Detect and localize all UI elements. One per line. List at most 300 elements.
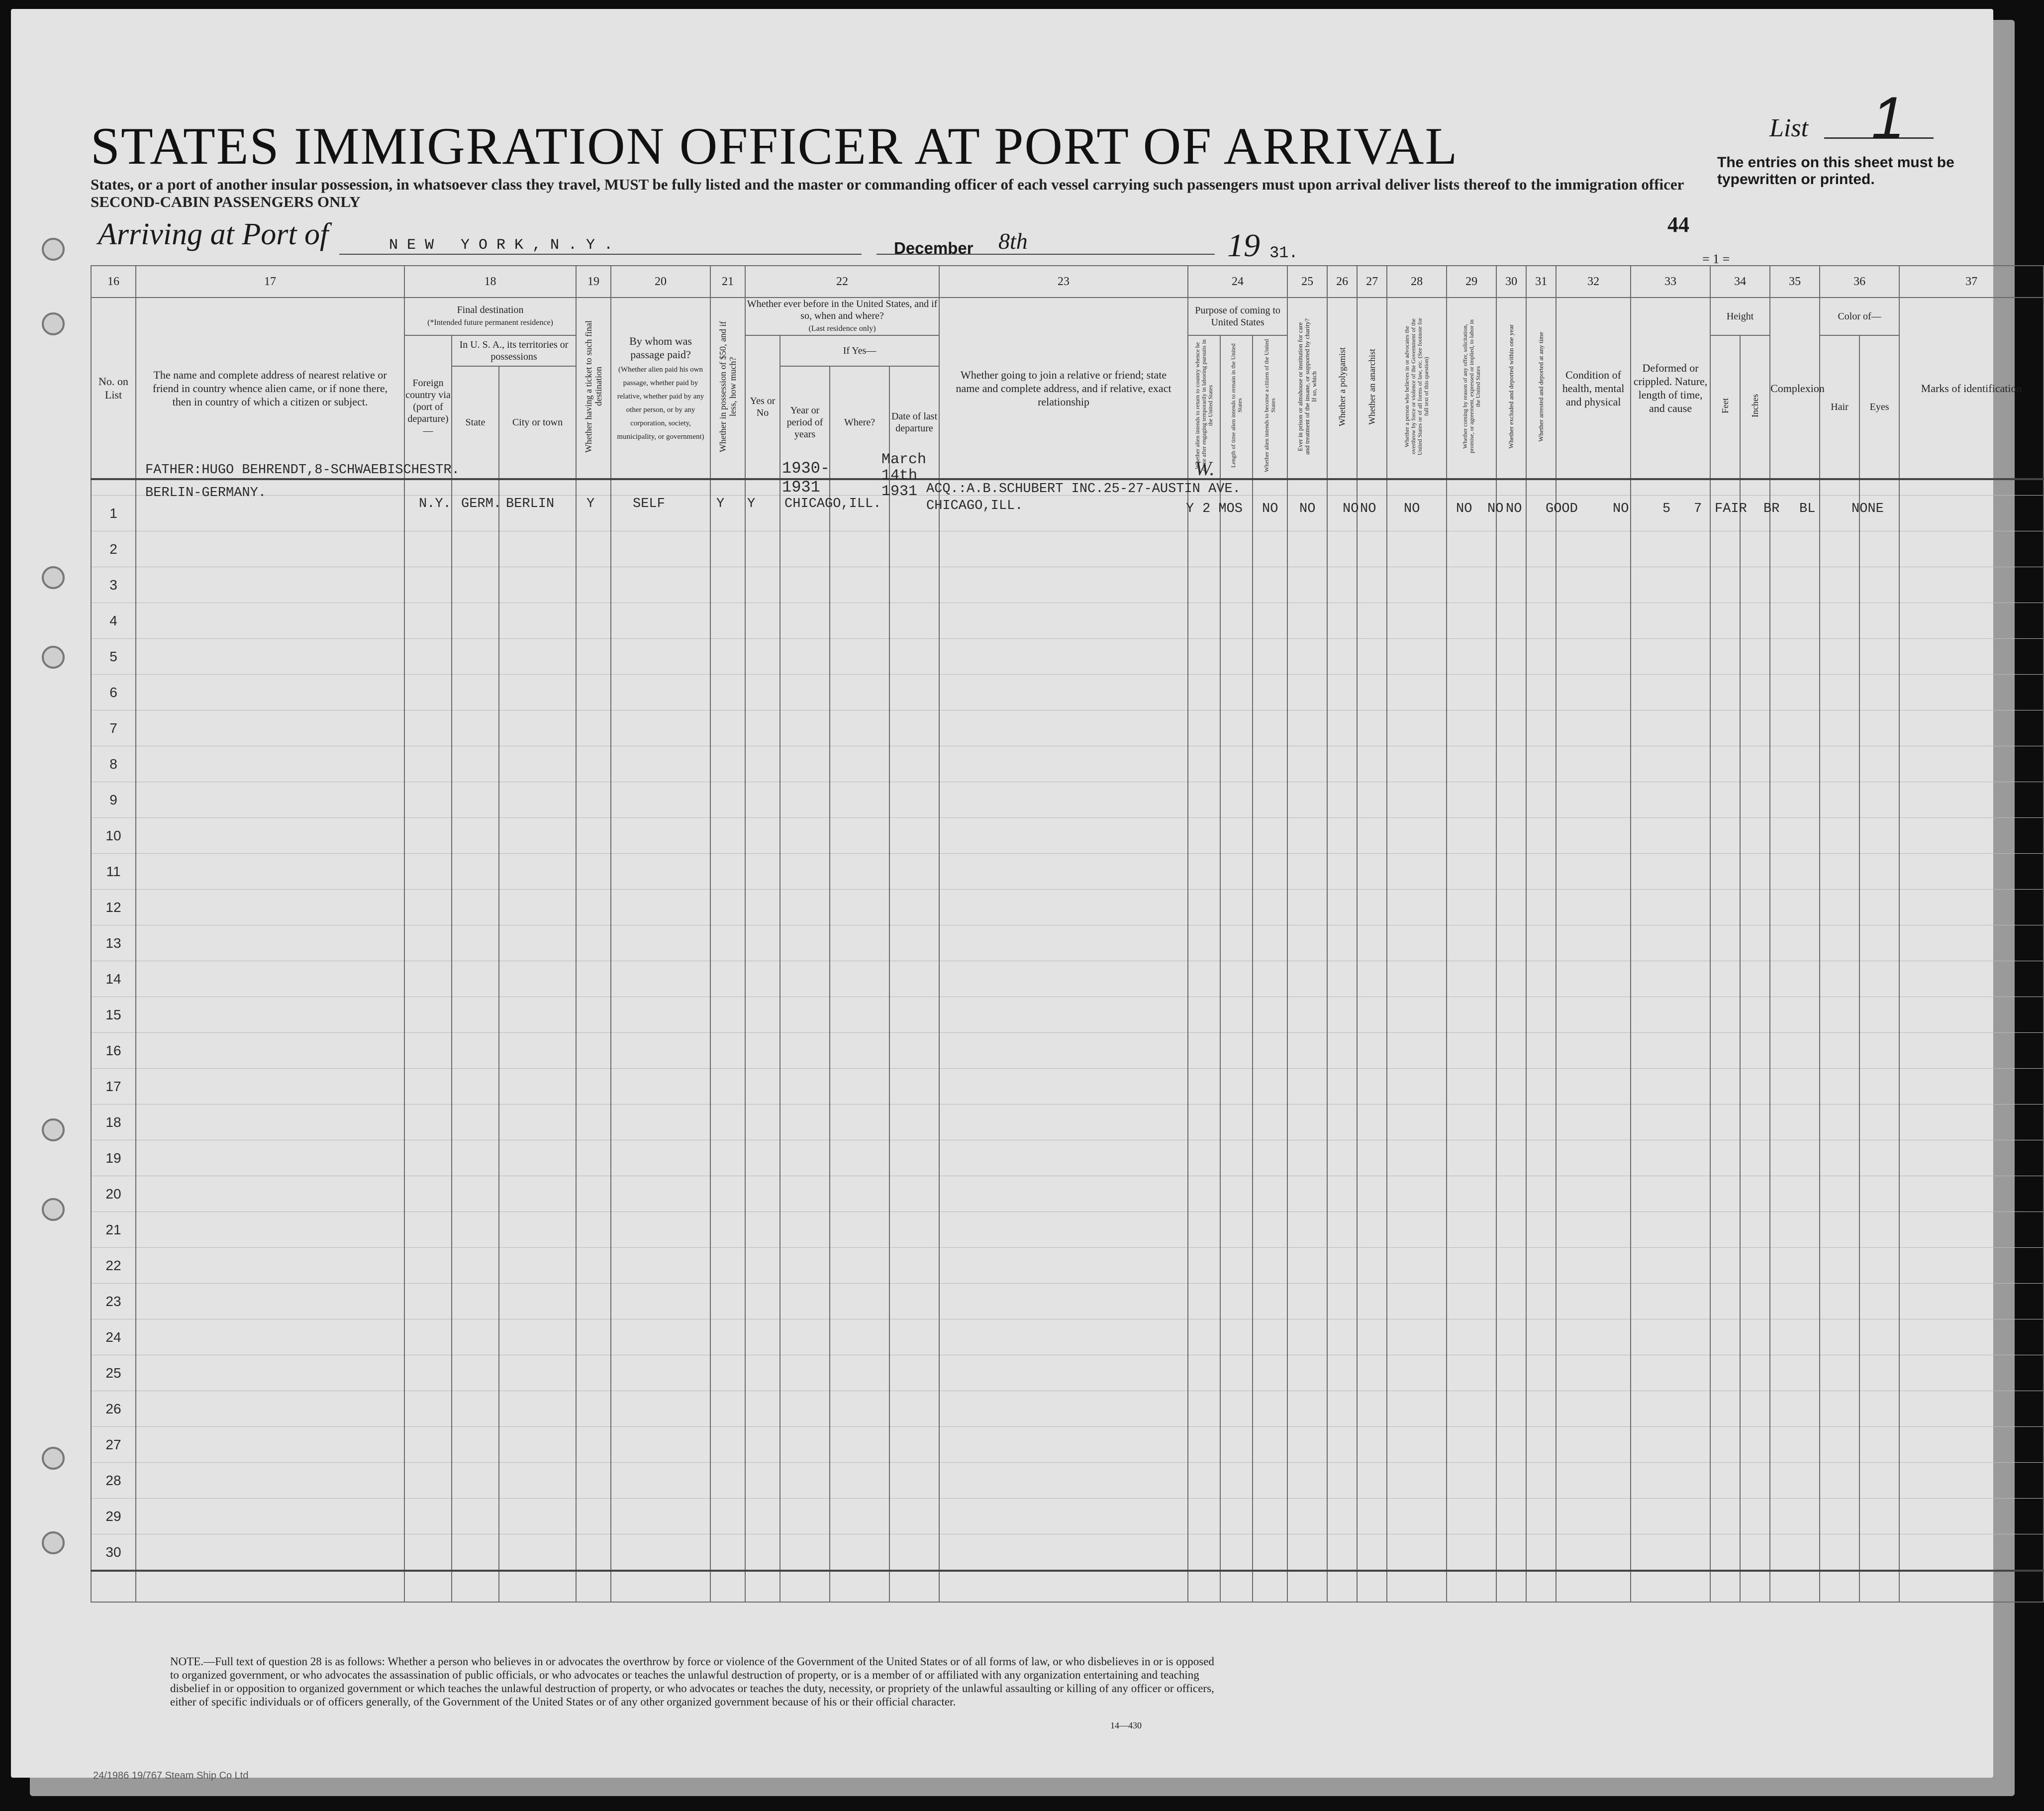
table-cell [939, 997, 1188, 1033]
table-cell [611, 531, 710, 567]
table-cell [780, 1176, 830, 1212]
table-cell [1220, 1319, 1253, 1355]
month-value: December [894, 239, 973, 257]
table-cell [1447, 925, 1496, 961]
table-cell [1387, 746, 1447, 782]
table-cell [1740, 1427, 1770, 1463]
table-cell [710, 567, 745, 603]
table-cell [452, 925, 499, 961]
table-cell [404, 1319, 452, 1355]
table-cell [1556, 1499, 1631, 1534]
table-cell [1287, 1033, 1327, 1069]
table-cell [1899, 1463, 2044, 1499]
table-cell [1188, 1284, 1220, 1319]
table-cell [780, 1105, 830, 1140]
table-cell [939, 567, 1188, 603]
table-cell [939, 925, 1188, 961]
table-cell [1496, 1105, 1526, 1140]
table-cell [780, 710, 830, 746]
table-cell [1327, 567, 1357, 603]
table-cell [1287, 1176, 1327, 1212]
header-passage-paid: By whom was passage paid? (Whether alien paid his own passage, whether paid by relative, whether paid by any other person, or by any corporation, society, municipality, or government) [611, 298, 710, 479]
table-row [91, 1105, 2044, 1140]
table-cell [1447, 1499, 1496, 1534]
table-cell [1253, 961, 1287, 997]
table-cell [576, 1427, 611, 1463]
table-cell [1496, 639, 1526, 675]
table-cell [1859, 746, 1899, 782]
table-cell [745, 925, 780, 961]
table-cell [611, 1391, 710, 1427]
table-cell [1357, 1248, 1387, 1284]
header-ticket: Whether having a ticket to such final destination [576, 298, 611, 479]
table-cell [1526, 1284, 1556, 1319]
table-cell [452, 1033, 499, 1069]
table-row [91, 710, 2044, 746]
table-cell [1740, 1284, 1770, 1319]
entry-years: 1930- 1931 [782, 459, 830, 497]
table-cell [1447, 854, 1496, 890]
table-cell [939, 710, 1188, 746]
table-cell [1770, 1463, 1820, 1499]
table-cell [1220, 997, 1253, 1033]
table-cell [1710, 639, 1740, 675]
table-cell [1253, 1105, 1287, 1140]
table-cell [136, 1176, 404, 1212]
table-cell [1327, 1391, 1357, 1427]
table-cell [1253, 531, 1287, 567]
table-cell [404, 782, 452, 818]
table-cell [889, 1212, 939, 1248]
table-cell [404, 1427, 452, 1463]
table-cell [1770, 567, 1820, 603]
table-cell [1526, 1355, 1556, 1391]
table-cell [611, 1355, 710, 1391]
table-cell [1188, 961, 1220, 997]
table-cell [1496, 531, 1526, 567]
table-row [91, 496, 2044, 531]
table-cell [136, 1033, 404, 1069]
table-cell [780, 1355, 830, 1391]
table-cell [780, 1427, 830, 1463]
table-cell [1820, 818, 1859, 854]
table-cell [576, 1463, 611, 1499]
row-number: 18 [91, 1105, 136, 1140]
table-cell [611, 1248, 710, 1284]
table-cell [1526, 1248, 1556, 1284]
table-cell [611, 1319, 710, 1355]
table-cell [1556, 1140, 1631, 1176]
table-cell [1327, 1176, 1357, 1212]
passenger-rows [91, 496, 2044, 1571]
row-number: 25 [91, 1355, 136, 1391]
table-cell [1357, 1427, 1387, 1463]
table-cell [1327, 925, 1357, 961]
binder-hole [42, 1118, 65, 1141]
table-cell [1287, 818, 1327, 854]
table-cell [745, 854, 780, 890]
table-cell [136, 1427, 404, 1463]
table-cell [1556, 531, 1631, 567]
table-cell [1327, 997, 1357, 1033]
table-cell [1710, 925, 1740, 961]
column-number: 17 [136, 266, 404, 298]
header-excluded-deported: Whether excluded and deported within one year [1496, 298, 1526, 479]
table-cell [1287, 603, 1327, 639]
table-cell [1820, 997, 1859, 1033]
table-cell [1447, 1463, 1496, 1499]
table-cell [1447, 603, 1496, 639]
table-cell [1859, 1140, 1899, 1176]
table-cell [1287, 1534, 1327, 1571]
table-cell [576, 782, 611, 818]
table-cell [1631, 710, 1710, 746]
table-cell [1387, 1212, 1447, 1248]
table-cell [1631, 1319, 1710, 1355]
table-cell [830, 997, 889, 1033]
table-cell [1496, 1033, 1526, 1069]
entry-purpose-return: Y [1186, 502, 1194, 516]
table-cell [889, 531, 939, 567]
header-possession-money: Whether in possession of $50, and if less, how much? [710, 298, 745, 479]
table-cell [710, 1427, 745, 1463]
table-row [91, 854, 2044, 890]
table-cell [576, 1391, 611, 1427]
arriving-label: Arriving at Port of [98, 217, 329, 251]
header-if-yes: If Yes— [780, 335, 939, 366]
table-cell [1710, 1463, 1740, 1499]
table-cell [1188, 1427, 1220, 1463]
table-cell [939, 675, 1188, 710]
table-cell [611, 1427, 710, 1463]
row-number: 12 [91, 890, 136, 925]
table-cell [1287, 1212, 1327, 1248]
table-cell [136, 746, 404, 782]
table-cell [1496, 890, 1526, 925]
table-cell [136, 639, 404, 675]
table-cell [404, 1391, 452, 1427]
table-cell [830, 675, 889, 710]
table-cell [1447, 531, 1496, 567]
table-cell [1631, 925, 1710, 961]
table-cell [1820, 782, 1859, 818]
table-cell [745, 1319, 780, 1355]
table-cell [780, 854, 830, 890]
table-cell [1740, 854, 1770, 890]
table-cell [1188, 567, 1220, 603]
table-cell [889, 997, 939, 1033]
table-cell [745, 1284, 780, 1319]
table-cell [1526, 531, 1556, 567]
table-cell [1820, 1248, 1859, 1284]
table-cell [1631, 567, 1710, 603]
table-cell [1820, 890, 1859, 925]
table-row [91, 1069, 2044, 1105]
table-cell [1899, 531, 2044, 567]
entry-polygamist: NO [1343, 502, 1359, 516]
table-cell [939, 1069, 1188, 1105]
table-cell [710, 603, 745, 639]
table-cell [1770, 746, 1820, 782]
table-cell [1899, 1319, 2044, 1355]
table-cell [611, 1176, 710, 1212]
table-cell [1859, 1212, 1899, 1248]
list-label: List [1769, 114, 1809, 142]
table-cell [1220, 854, 1253, 890]
table-cell [1710, 1033, 1740, 1069]
table-cell [499, 1105, 576, 1140]
table-cell [939, 1355, 1188, 1391]
table-cell [780, 818, 830, 854]
table-cell [830, 1463, 889, 1499]
table-cell [1496, 925, 1526, 961]
table-cell [1496, 997, 1526, 1033]
table-cell [1556, 1534, 1631, 1571]
table-cell [1387, 961, 1447, 997]
table-cell [889, 639, 939, 675]
table-cell [780, 1140, 830, 1176]
table-cell [404, 1212, 452, 1248]
table-cell [1387, 1499, 1447, 1534]
table-cell [576, 531, 611, 567]
table-cell [1770, 890, 1820, 925]
table-cell [939, 1248, 1188, 1284]
table-cell [1496, 1212, 1526, 1248]
table-cell [1357, 1284, 1387, 1319]
table-cell [1740, 1212, 1770, 1248]
table-cell [1556, 1176, 1631, 1212]
row-number: 26 [91, 1391, 136, 1427]
table-cell [1740, 1463, 1770, 1499]
table-cell [1220, 1499, 1253, 1534]
table-cell [576, 567, 611, 603]
table-cell [1220, 1212, 1253, 1248]
table-cell [1899, 925, 2044, 961]
table-cell [1556, 1033, 1631, 1069]
binder-hole [42, 646, 65, 669]
table-cell [404, 746, 452, 782]
table-cell [1253, 1212, 1287, 1248]
table-cell [1287, 531, 1327, 567]
table-cell [1188, 639, 1220, 675]
table-cell [1859, 1355, 1899, 1391]
table-cell [830, 567, 889, 603]
table-cell [1740, 1176, 1770, 1212]
table-cell [136, 997, 404, 1033]
table-cell [1820, 1355, 1859, 1391]
table-cell [452, 1140, 499, 1176]
table-cell [576, 710, 611, 746]
column-number: 30 [1496, 266, 1526, 298]
row-number: 14 [91, 961, 136, 997]
table-cell [1631, 1355, 1710, 1391]
table-cell [136, 1391, 404, 1427]
table-cell [1556, 639, 1631, 675]
table-cell [1770, 818, 1820, 854]
header-prison-almshouse: Ever in prison or almshouse or institution for care and treatment of the insane, or supported by charity? If so, which [1287, 298, 1327, 479]
table-cell [939, 639, 1188, 675]
table-cell [1220, 639, 1253, 675]
binder-hole [42, 312, 65, 335]
table-cell [452, 1391, 499, 1427]
table-cell [1188, 1176, 1220, 1212]
table-cell [1631, 782, 1710, 818]
table-cell [576, 925, 611, 961]
table-cell [1556, 1427, 1631, 1463]
table-cell [1387, 1248, 1447, 1284]
table-cell [452, 639, 499, 675]
header-hair: Hair [1820, 335, 1859, 479]
table-row [91, 639, 2044, 675]
table-cell [889, 1248, 939, 1284]
table-cell [1387, 997, 1447, 1033]
table-cell [452, 1248, 499, 1284]
table-cell [1631, 854, 1710, 890]
table-cell [1740, 1105, 1770, 1140]
table-cell [745, 1212, 780, 1248]
table-cell [1820, 567, 1859, 603]
table-cell [830, 1391, 889, 1427]
table-cell [1526, 675, 1556, 710]
table-cell [1188, 531, 1220, 567]
row-number: 21 [91, 1212, 136, 1248]
table-cell [889, 1355, 939, 1391]
row-number: 24 [91, 1319, 136, 1355]
table-cell [1253, 854, 1287, 890]
table-cell [1526, 1033, 1556, 1069]
table-cell [1820, 1463, 1859, 1499]
table-cell [1710, 1427, 1740, 1463]
table-cell [1770, 639, 1820, 675]
table-cell [1859, 1069, 1899, 1105]
table-row [91, 746, 2044, 782]
table-cell [1327, 1355, 1357, 1391]
table-cell [745, 1499, 780, 1534]
table-cell [939, 1105, 1188, 1140]
table-cell [404, 1033, 452, 1069]
table-cell [611, 639, 710, 675]
table-cell [1710, 1069, 1740, 1105]
header-health: Condition of health, mental and physical [1556, 298, 1631, 479]
table-cell [1899, 675, 2044, 710]
table-cell [1287, 1463, 1327, 1499]
table-cell [1740, 1033, 1770, 1069]
entry-passage: SELF [633, 497, 665, 511]
table-cell [710, 1463, 745, 1499]
table-cell [1447, 1140, 1496, 1176]
table-cell [611, 603, 710, 639]
table-cell [1556, 1284, 1631, 1319]
table-cell [499, 1069, 576, 1105]
table-cell [452, 710, 499, 746]
table-cell [1188, 1355, 1220, 1391]
column-number: 16 [91, 266, 136, 298]
table-cell [710, 997, 745, 1033]
table-cell [939, 531, 1188, 567]
table-cell [404, 639, 452, 675]
table-cell [1710, 746, 1740, 782]
table-cell [1496, 1284, 1526, 1319]
header-color-of: Color of— [1820, 298, 1899, 335]
table-cell [710, 1176, 745, 1212]
table-cell [1327, 531, 1357, 567]
form-code: 14—430 [1110, 1720, 1142, 1730]
table-cell [404, 531, 452, 567]
table-cell [1253, 818, 1287, 854]
table-cell [1357, 531, 1387, 567]
table-cell [1220, 1391, 1253, 1427]
table-cell [1253, 1355, 1287, 1391]
entry-marks: NONE [1851, 502, 1884, 516]
table-cell [939, 1212, 1188, 1248]
table-cell [1387, 567, 1447, 603]
year-prefix: 19 [1227, 227, 1260, 264]
table-cell [1327, 639, 1357, 675]
table-cell [499, 710, 576, 746]
table-cell [499, 1033, 576, 1069]
table-cell [136, 567, 404, 603]
table-cell [1220, 890, 1253, 925]
table-cell [1188, 925, 1220, 961]
row-number: 27 [91, 1427, 136, 1463]
table-cell [1770, 1499, 1820, 1534]
table-cell [611, 1463, 710, 1499]
table-cell [1220, 710, 1253, 746]
table-cell [1357, 1105, 1387, 1140]
table-cell [1327, 1499, 1357, 1534]
table-cell [710, 1534, 745, 1571]
table-cell [576, 1248, 611, 1284]
table-cell [1631, 1499, 1710, 1534]
header-complexion: Complexion [1770, 298, 1820, 479]
table-cell [1387, 531, 1447, 567]
header-relative-address: The name and complete address of nearest relative or friend in country whence alien came, or if none there, then in country of which a citizen or subject. [136, 298, 404, 479]
row-number: 17 [91, 1069, 136, 1105]
table-cell [1820, 854, 1859, 890]
table-row [91, 818, 2044, 854]
table-cell [1220, 675, 1253, 710]
table-cell [780, 639, 830, 675]
table-cell [1327, 603, 1357, 639]
table-cell [136, 496, 404, 531]
table-cell [499, 925, 576, 961]
table-cell [1631, 1033, 1710, 1069]
table-cell [830, 639, 889, 675]
table-cell [1188, 890, 1220, 925]
table-cell [576, 854, 611, 890]
table-cell [1526, 1069, 1556, 1105]
table-cell [1287, 1319, 1327, 1355]
table-cell [1526, 639, 1556, 675]
table-cell [576, 890, 611, 925]
table-cell [830, 890, 889, 925]
table-cell [1287, 1427, 1327, 1463]
table-cell [939, 1176, 1188, 1212]
table-cell [452, 531, 499, 567]
table-cell [889, 890, 939, 925]
table-cell [1357, 1176, 1387, 1212]
table-cell [1447, 710, 1496, 746]
table-cell [1188, 603, 1220, 639]
table-cell [452, 746, 499, 782]
table-cell [1327, 1069, 1357, 1105]
table-cell [499, 890, 576, 925]
table-cell [1556, 567, 1631, 603]
table-cell [1770, 1319, 1820, 1355]
table-cell [1526, 1319, 1556, 1355]
table-cell [1357, 890, 1387, 925]
table-cell [710, 1069, 745, 1105]
